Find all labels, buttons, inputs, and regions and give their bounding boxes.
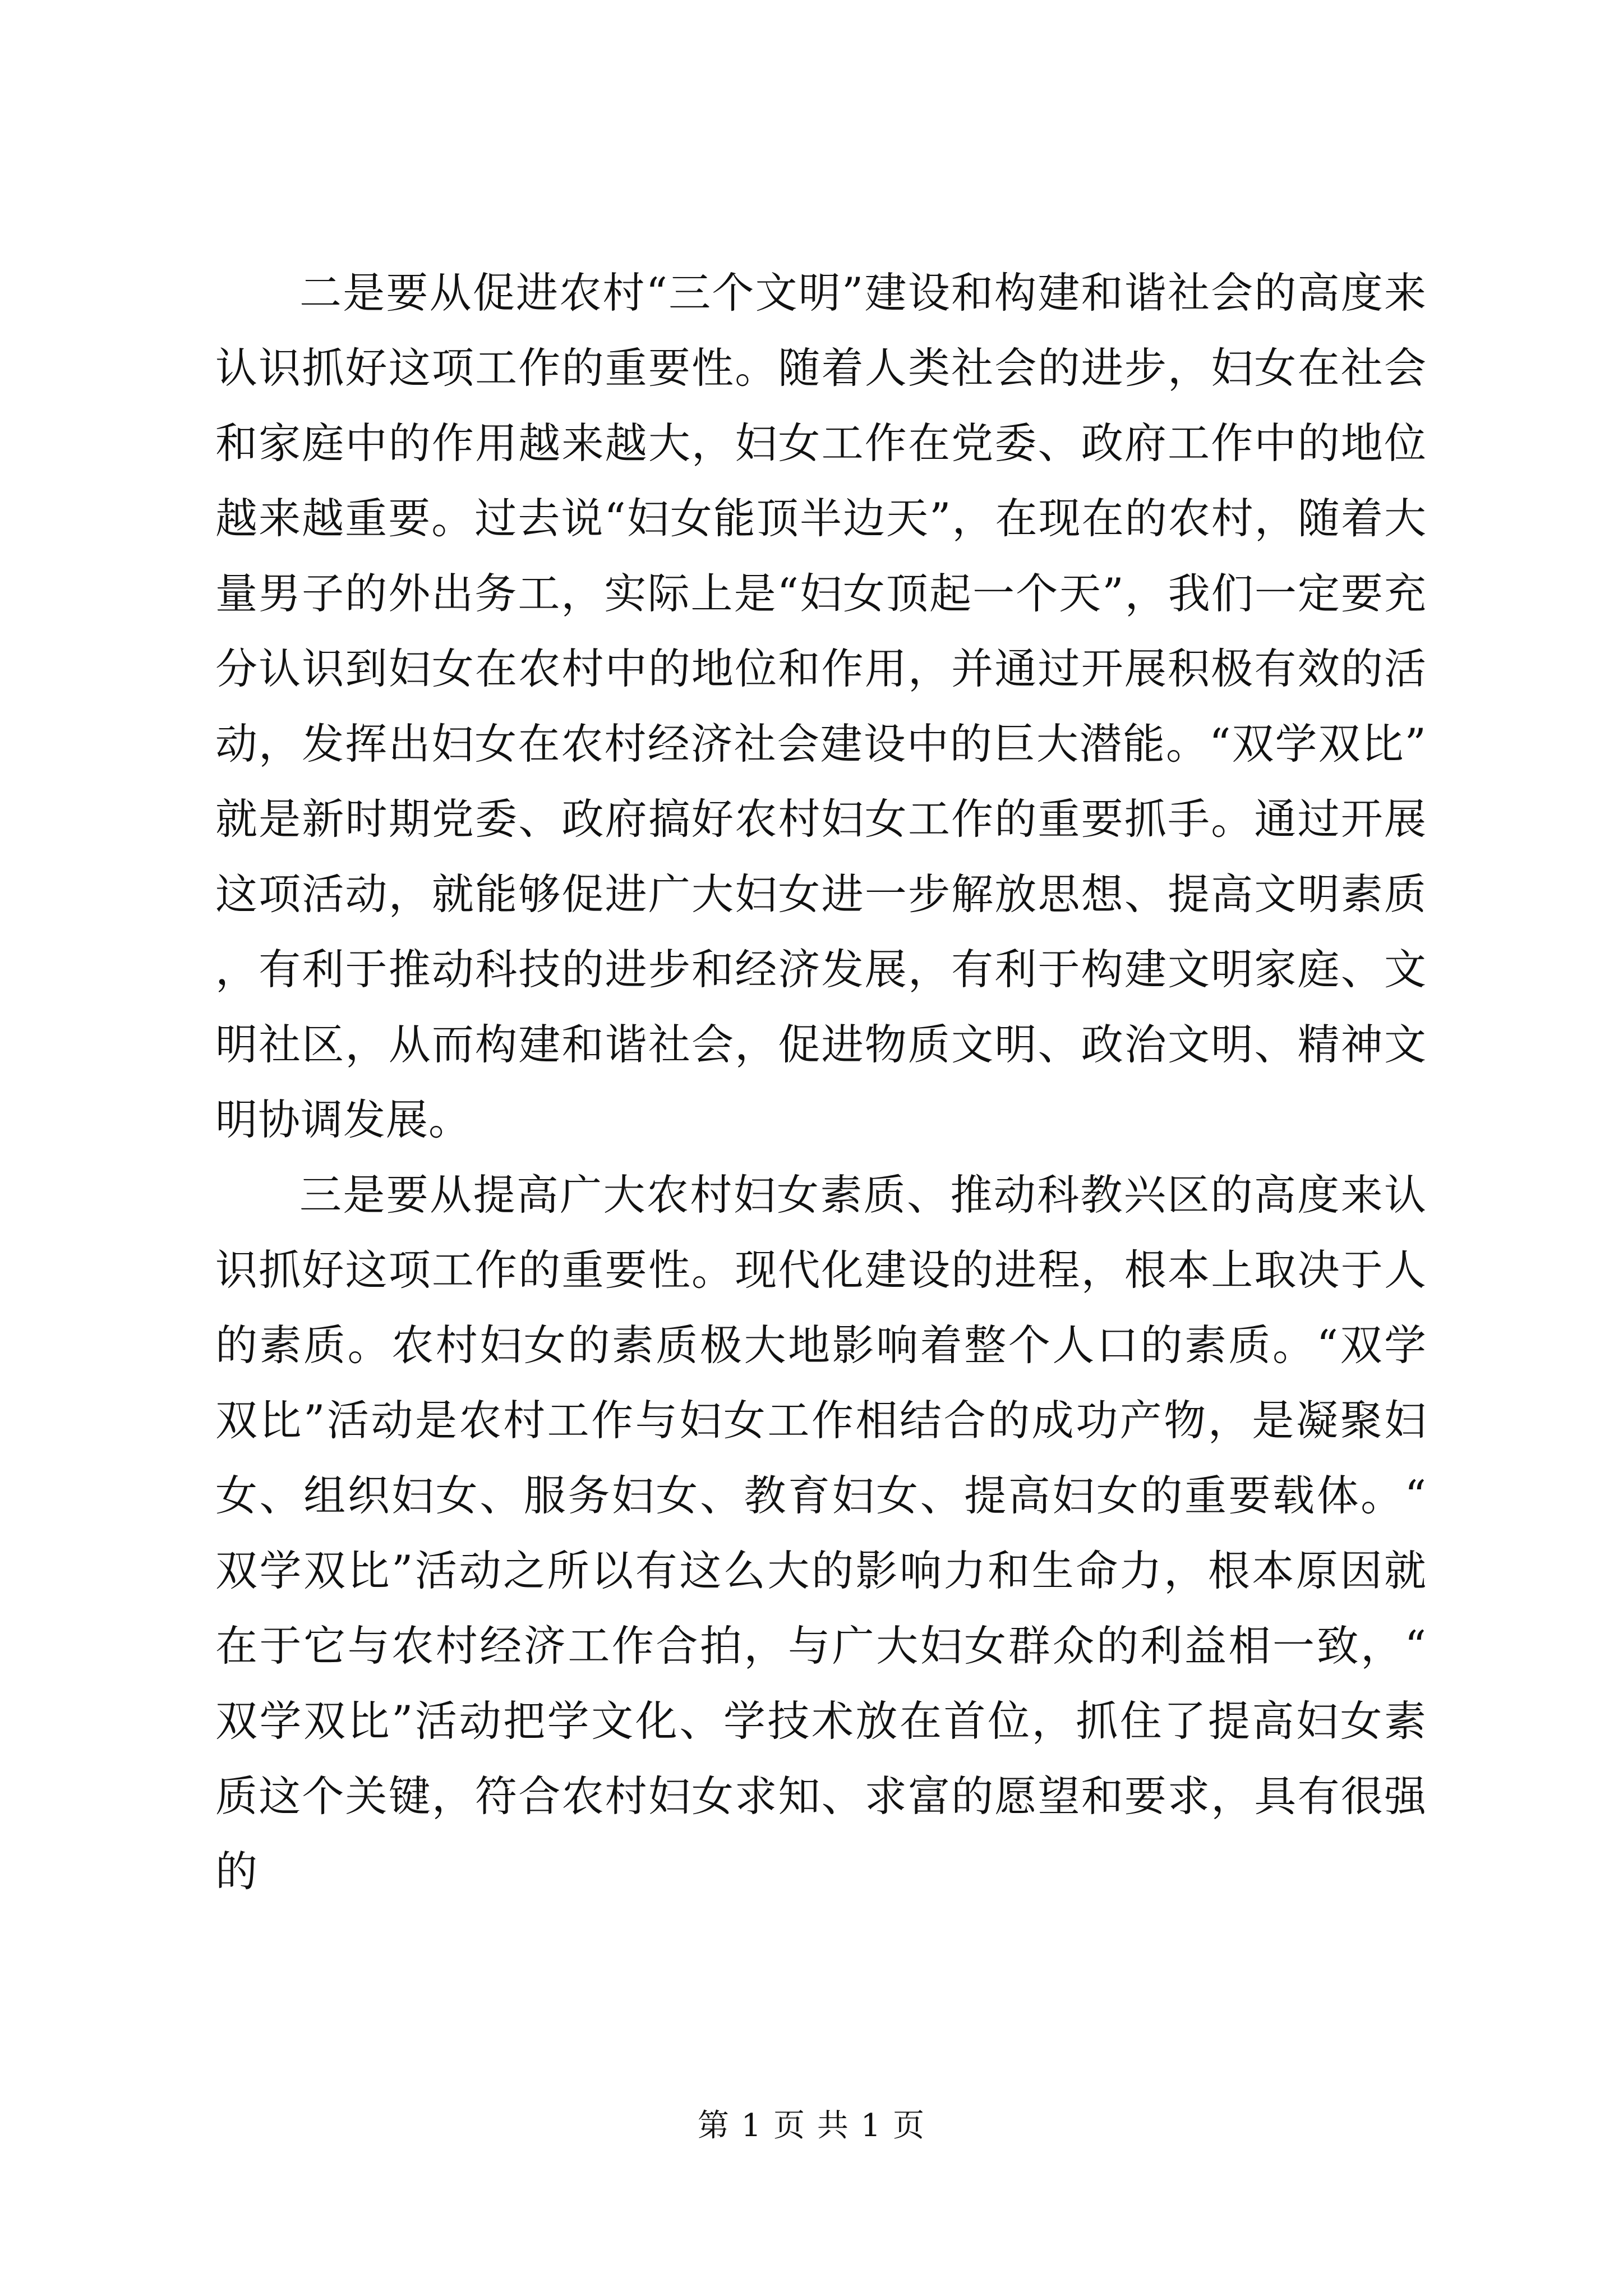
document-body [215, 255, 1427, 1909]
paragraph-2: 三是要从提高广大农村妇女素质、推动科教兴区的高度来认识抓好这项工作的重要性。现代化建设的进程，根本上取决于人的素质。农村妇女的素质极大地影响着整个人口的素质。“双学双比”活动是农村工作与妇女工作相结合的成功产物，是凝聚妇女、组织妇女、服务妇女、教育妇女、提高妇女的重要载体。“双学双比”活动之所以有这么大的影响力和生命力，根本原因就在于它与农村经济工作合拍，与广大妇女群众的利益相一致，“双学双比”活动把学文化、学技术放在首位，抓住了提高妇女素质这个关键，符合农村妇女求知、求富的愿望和要求，具有很强的 [215, 1170, 1427, 1896]
page-number-footer: 第 1 页 共 1 页 [697, 2108, 926, 2144]
paragraph-1: 二是要从促进农村“三个文明”建设和构建和谐社会的高度来认识抓好这项工作的重要性。随着人类社会的进步，妇女在社会和家庭中的作用越来越大，妇女工作在党委、政府工作中的地位越来越重要。过去说“妇女能顶半边天”，在现在的农村，随着大量男子的外出务工，实际上是“妇女顶起一个天”，我们一定要充分认识到妇女在农村中的地位和作用，并通过开展积极有效的活动，发挥出妇女在农村经济社会建设中的巨大潜能。“双学双比”就是新时期党委、政府搞好农村妇女工作的重要抓手。通过开展这项活动，就能够促进广大妇女进一步解放思想、提高文明素质，有利于推动科技的进步和经济发展，有利于构建文明家庭、文明社区，从而构建和谐社会，促进物质文明、政治文明、精神文明协调发展。 [215, 268, 1427, 1144]
